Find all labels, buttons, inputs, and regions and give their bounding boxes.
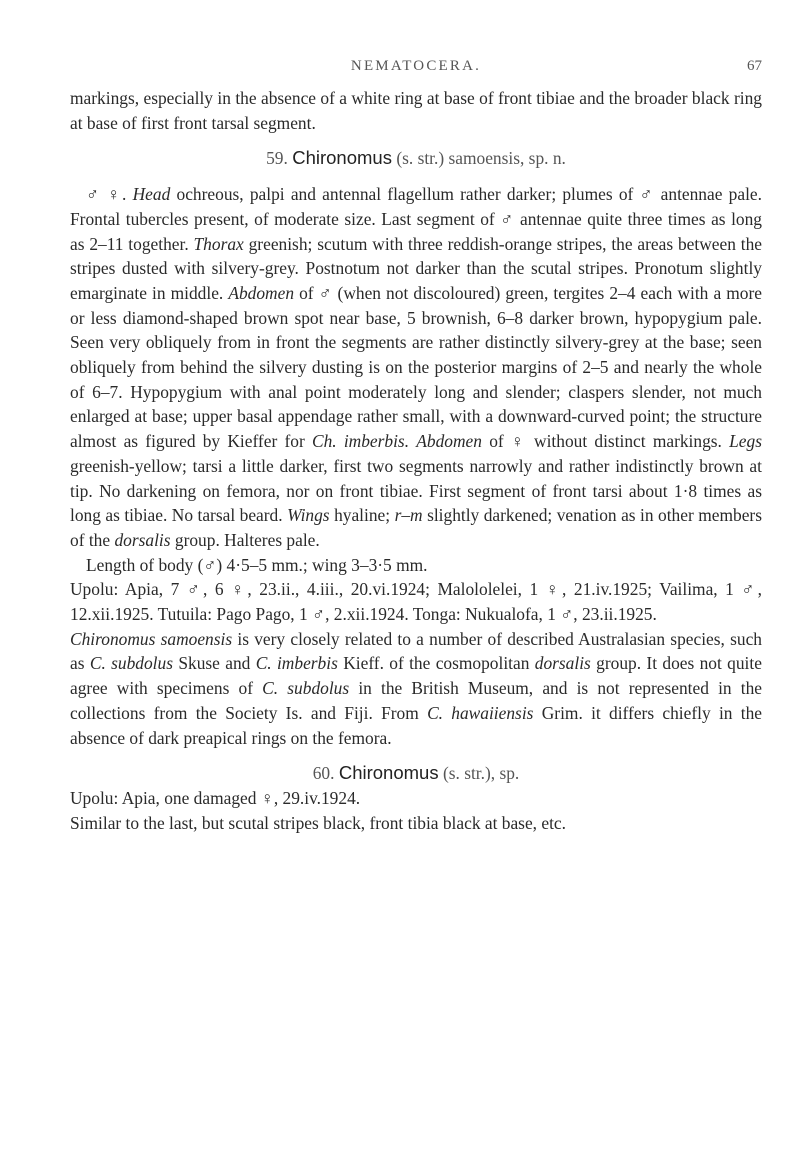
- thorax-label: Thorax: [193, 233, 244, 254]
- remarks-text-6: Grim. it differs chiefly in the absence of dark preapical rings on the femora.: [70, 702, 763, 748]
- legs-text: greenish-yellow; tarsi a little darker, first two segments narrowly and rather indistinctly brown at tip. No darkening on femora, nor on front tibiae. First segment of front tarsi about 1·8 times as long as tibiae. No tarsal beard.: [70, 455, 762, 526]
- remarks-text-1: is very closely related to a number of described Australasian species, such as: [70, 628, 762, 674]
- intro-paragraph: [70, 86, 762, 135]
- species-59-description: [70, 182, 762, 553]
- species-60-locality: Upolu: Apia, one damaged ♀, 29.iv.1924.: [70, 787, 361, 808]
- wings-group: dorsalis: [114, 529, 171, 550]
- genus-name: Chironomus: [292, 147, 392, 169]
- abdomen-label: Abdomen: [228, 282, 295, 303]
- wings-text-a: hyaline;: [334, 505, 391, 526]
- species-60-note: Similar to the last, but scutal stripes black, front tibia black at base, etc.: [70, 812, 566, 833]
- running-head-title: NEMATOCERA.: [350, 58, 482, 74]
- legs-label: Legs: [729, 431, 762, 452]
- remarks-paragraph: [70, 627, 762, 751]
- running-head: [70, 54, 762, 78]
- thorax-text: greenish; scutum with three reddish-orange stripes, the areas between the stripes dusted with silvery-grey. Postnotum not darker than the scutal stripes. Pronotum slightly emarginate in middle.: [70, 233, 762, 303]
- abdomen-text: of ♂ (when not discoloured) green, tergites 2–4 each with a more or less diamond-shaped brown spot near base, 5 brownish, 6–8 darker brown, hypopygium pale. Seen very obliquely from in front the segments are rather distinctly silvery-grey at the base; seen obliquely from behind the silvery dusting is on the posterior margins of 2–5 and nearly the whole of 6–7. Hypopygium with anal point moderately long and slender; claspers slender, not much enlarged at base; upper basal appendage rather small, with a downward-curved point; the structure almost as figured by Kieffer for: [70, 282, 762, 452]
- sex-symbols: ♂ ♀.: [86, 184, 127, 205]
- species-59-heading: [70, 146, 762, 171]
- length-paragraph: Length of body (♂) 4·5–5 mm.; wing 3–3·5 mm.: [86, 554, 428, 575]
- species-name: (s. str.), sp.: [442, 763, 520, 784]
- wings-label: Wings: [287, 505, 330, 526]
- head-label: Head: [132, 184, 171, 205]
- remarks-species-2: C. subdolus: [89, 653, 173, 674]
- intro-line-1: markings, especially in the absence of a white ring at base of front tibiae and: [70, 88, 605, 108]
- remarks-species-3: C. imberbis: [255, 653, 338, 674]
- wings-vein: r–m: [394, 505, 423, 526]
- species-name: (s. str.) samoensis, sp. n.: [396, 148, 566, 169]
- species-60-heading: [70, 761, 762, 786]
- remarks-species-1: Chironomus samoensis: [70, 628, 233, 649]
- species-number: 60.: [312, 763, 335, 784]
- article-body: [70, 86, 762, 835]
- remarks-text-2: Skuse and: [178, 653, 251, 674]
- localities-paragraph: Upolu: Apia, 7 ♂, 6 ♀, 23.ii., 4.iii., 20.vi.1924; Malololelei, 1 ♀, 21.iv.1925; Vailima, 1 ♂, 12.xii.1925. Tutuila: Pago Pago, 1 ♂, 2.xii.1924. Tonga: Nukualofa, 1 ♂, 23.ii.1925.: [70, 579, 762, 625]
- remarks-text-5: in the British Museum, and is not represented in the collections from the Society Is. and Fiji. From: [70, 678, 763, 723]
- wings-text-b: slightly darkened; venation as in other members of the: [70, 505, 762, 550]
- species-number: 59.: [266, 148, 288, 169]
- remarks-species-5: C. subdolus: [262, 678, 350, 699]
- remarks-group: dorsalis: [534, 653, 591, 674]
- intro-line-2: the broader black ring at base of first front tarsal segment.: [70, 88, 762, 133]
- genus-name: Chironomus: [338, 762, 439, 784]
- remarks-text-3: Kieff. of the cosmopolitan: [343, 653, 530, 674]
- head-text: ochreous, palpi and antennal flagellum rather darker; plumes of ♂ antennae pale. Frontal tubercles present, of moderate size. Last segment of ♂ antennae quite three times as long as 2–11 together.: [70, 184, 762, 254]
- abdomen-female-text: of ♀ without distinct markings.: [489, 431, 722, 452]
- page-number: 67: [747, 58, 762, 74]
- remarks-species-6: C. hawaiiensis: [427, 702, 534, 723]
- abdomen-female-label: Abdomen: [416, 431, 482, 452]
- wings-text-c: group. Halteres pale.: [174, 529, 320, 550]
- remarks-text-4: group. It does not quite agree with specimens of: [70, 653, 762, 699]
- reference-species: Ch. imberbis.: [311, 431, 410, 452]
